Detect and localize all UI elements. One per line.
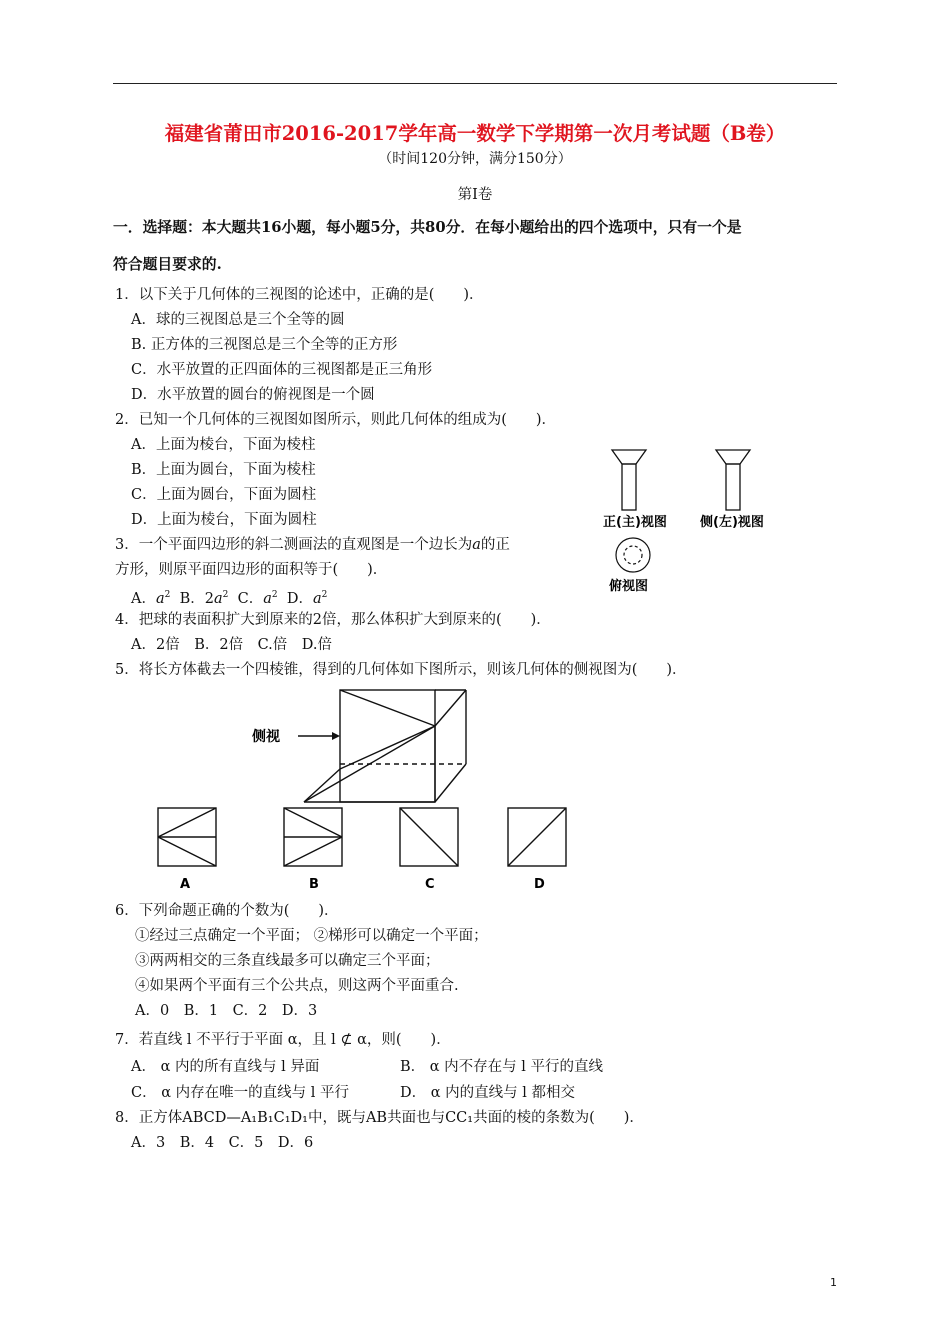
q4-stem: 4．把球的表面积扩大到原来的2倍，那么体积扩大到原来的( )． [115, 612, 551, 628]
q2-top-view-label: 俯视图 [609, 579, 649, 594]
q1-stem: 1．以下关于几何体的三视图的论述中，正确的是( )． [115, 287, 484, 303]
header-rule [113, 83, 837, 84]
q3-options: A．$a^2$ B．$2a^2$ C．$a^2$ D．$a^2$ [131, 590, 328, 607]
q1-option-b: B. 正方体的三视图总是三个全等的正方形 [131, 337, 398, 353]
page-title: 福建省莆田市2016-2017学年高一数学下学期第一次月考试题（B卷） [164, 122, 786, 145]
q5-answer-choices [150, 800, 580, 895]
section-heading-line1: 一．选择题：本大题共16小题，每小题5分，共80分．在每小题给出的四个选项中，只有一个是 [113, 219, 742, 236]
volume-label: 第Ⅰ卷 [457, 187, 493, 203]
q2-front-view-label: 正(主)视图 [603, 515, 667, 530]
q2-option-a: A．上面为棱台，下面为棱柱 [131, 437, 316, 453]
q4-options: A．2倍 B．2倍 C.倍 D.倍 [131, 637, 332, 653]
q5-label-a: A [180, 877, 191, 892]
q1-option-a: A．球的三视图总是三个全等的圆 [131, 312, 345, 328]
section-heading-line2: 符合题目要求的. [113, 256, 222, 273]
q7-option-d: D． α 内的直线与 l 都相交 [400, 1085, 575, 1101]
q6-statement-3: ③两两相交的三条直线最多可以确定三个平面； [135, 953, 440, 969]
q2-three-view-figure [595, 440, 795, 600]
q5-label-b: B [309, 877, 319, 892]
q7-option-b: B． α 内不存在与 l 平行的直线 [400, 1059, 604, 1075]
q5-side-view-label: 侧视 [252, 729, 280, 745]
q7-stem: 7．若直线 l 不平行于平面 α，且 l ⊄ α，则( )． [115, 1032, 451, 1048]
q1-option-d: D．水平放置的圆台的俯视图是一个圆 [131, 387, 375, 403]
page-number: 1 [830, 1276, 837, 1289]
q5-label-d: D [534, 877, 545, 892]
q5-solid-figure [240, 684, 480, 804]
q5-choice-c [400, 808, 458, 866]
q5-choice-d [508, 808, 566, 866]
q8-stem: 8．正方体ABCD—A₁B₁C₁D₁中，既与AB共面也与CC₁共面的棱的条数为( )． [115, 1110, 644, 1126]
q3-line2: 方形，则原平面四边形的面积等于( )． [115, 562, 388, 578]
q6-stem: 6．下列命题正确的个数为( )． [115, 903, 339, 919]
q2-stem: 2．已知一个几何体的三视图如图所示，则此几何体的组成为( )． [115, 412, 557, 428]
q1-option-c: C．水平放置的正四面体的三视图都是正三角形 [131, 362, 433, 378]
q5-choice-b [284, 808, 342, 866]
q2-side-view-label: 侧(左)视图 [700, 515, 764, 530]
q3-line1: 3．一个平面四边形的斜二测画法的直观图是一个边长为a的正 [115, 537, 510, 553]
q5-label-c: C [425, 877, 435, 892]
q8-options: A．3 B．4 C．5 D．6 [131, 1135, 314, 1151]
q2-option-c: C．上面为圆台，下面为圆柱 [131, 487, 317, 503]
q6-statement-4: ④如果两个平面有三个公共点，则这两个平面重合. [135, 978, 459, 994]
q6-statement-1-2: ①经过三点确定一个平面； ②梯形可以确定一个平面； [135, 928, 488, 944]
q7-option-a: A． α 内的所有直线与 l 异面 [131, 1059, 320, 1075]
q5-stem: 5．将长方体截去一个四棱锥，得到的几何体如下图所示，则该几何体的侧视图为( )． [115, 662, 687, 678]
q5-choice-a [158, 808, 216, 866]
exam-time-note: （时间120分钟，满分150分） [378, 151, 572, 167]
q2-option-b: B．上面为圆台，下面为棱柱 [131, 462, 316, 478]
q2-front-view [612, 450, 646, 510]
q2-option-d: D．上面为棱台，下面为圆柱 [131, 512, 317, 528]
q7-option-c: C． α 内存在唯一的直线与 l 平行 [131, 1085, 349, 1101]
q2-top-view [616, 538, 650, 572]
q2-side-view [716, 450, 750, 510]
q6-options: A．0 B．1 C．2 D．3 [135, 1003, 318, 1019]
